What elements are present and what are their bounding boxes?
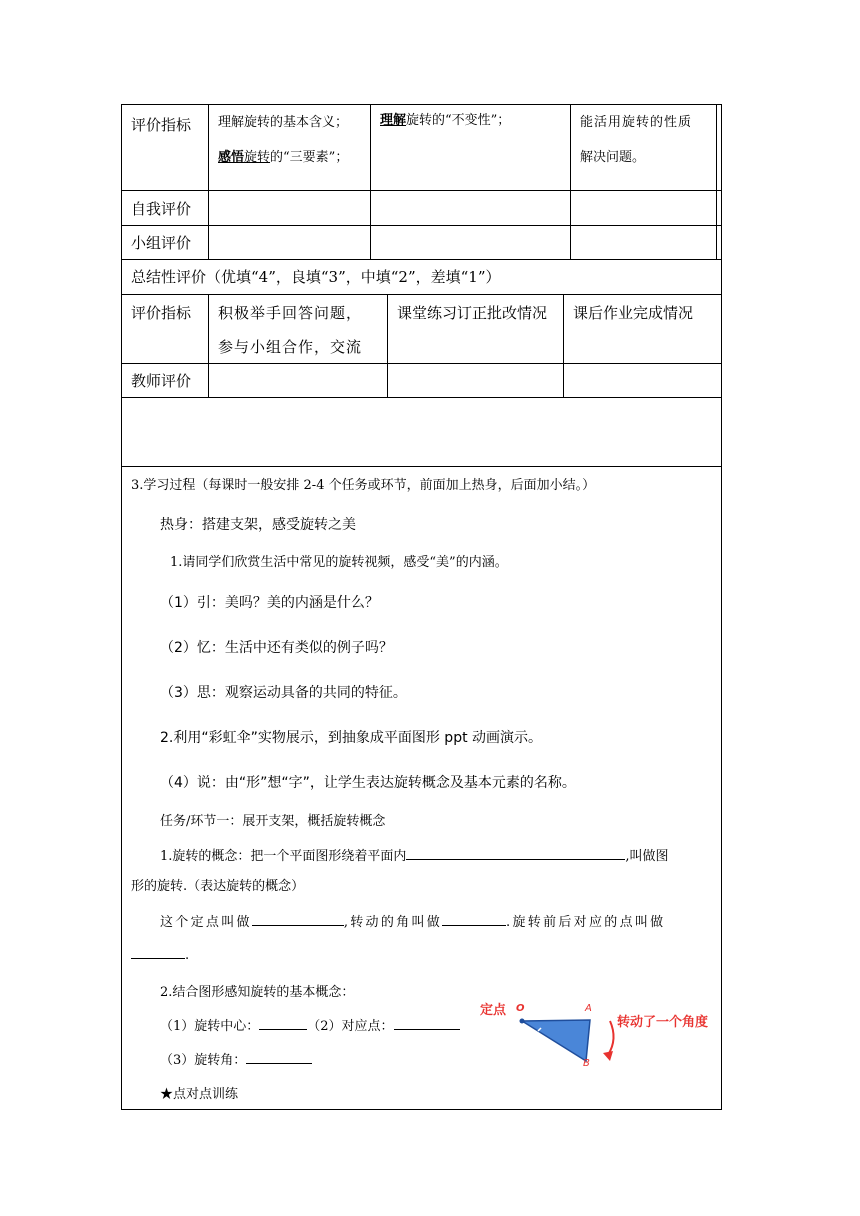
fixed-text-c: .旋转前后对应的点叫做 (506, 915, 666, 930)
col-divider (208, 104, 209, 259)
table-border-left (121, 104, 122, 1110)
concept-line2: 形的旋转.（表达旋转的概念） (131, 879, 305, 894)
row-divider (121, 466, 722, 467)
row-divider (121, 294, 722, 295)
angle-name-blank[interactable] (442, 911, 506, 926)
keyword-understand: 理解 (380, 113, 407, 128)
question-1: （1）引：美吗？美的内涵是什么？ (160, 595, 379, 611)
fixed-text-a: 这个定点叫做 (160, 915, 252, 930)
practice-title: ★点对点训练 (160, 1087, 239, 1102)
fixed-text-b: ,转动的角叫做 (343, 915, 443, 930)
criterion-understand-meaning: 理解旋转的基本含义； (218, 115, 349, 130)
rotation-center-label: （1）旋转中心： (160, 1019, 260, 1034)
basic-concepts-title: 2.结合图形感知旋转的基本概念： (160, 985, 355, 1000)
rotated-triangle (522, 1020, 590, 1061)
concept-text-b: ,叫做图 (625, 849, 669, 864)
col-divider (563, 294, 564, 397)
warmup-item2: 2.利用“彩虹伞”实物展示，到抽象成平面图形 ppt 动画演示。 (160, 730, 543, 746)
col-divider (208, 294, 209, 397)
concept-line1 (160, 840, 669, 874)
criterion-classwork: 课堂练习订正批改情况 (397, 304, 548, 322)
point-o-label: O (516, 1003, 525, 1014)
basic-line1 (160, 1010, 460, 1044)
warmup-title: 热身：搭建支架，感受旋转之美 (160, 517, 356, 533)
rotation-arrow (608, 1021, 614, 1055)
row-label-eval-index: 评价指标 (131, 116, 192, 134)
keyword-rotation: 旋转 (244, 150, 271, 165)
criterion-three-elements (218, 141, 348, 175)
warmup-item1: 1.请同学们欣赏生活中常见的旋转视频，感受“美”的内涵。 (170, 555, 508, 570)
rotated-angle-label: 转动了一个角度 (617, 1015, 709, 1030)
summary-eval-note: 总结性评价（优填“4”，良填“3”，中填“2”，差填“1”） (131, 268, 501, 286)
rotation-center-dot (520, 1019, 525, 1024)
corresponding-point-label: （2）对应点： (307, 1019, 394, 1034)
task1-title: 任务/环节一：展开支架，概括旋转概念 (160, 814, 386, 829)
question-2: （2）忆：生活中还有类似的例子吗？ (160, 640, 393, 656)
rotation-angle-blank[interactable] (246, 1049, 312, 1064)
col-divider (570, 104, 571, 259)
fixed-point-line2 (131, 939, 189, 973)
fixed-point-label: 定点 (480, 1003, 507, 1018)
rotation-center-blank[interactable] (259, 1015, 307, 1030)
basic-line2 (160, 1044, 312, 1078)
keyword-perceive: 感悟 (218, 150, 245, 165)
criterion-invariance-text: 旋转的“不变性”； (406, 113, 511, 128)
row-label-group-eval: 小组评价 (131, 234, 192, 252)
fixed-point-line (160, 906, 665, 940)
rotation-angle-label: （3）旋转角： (160, 1053, 247, 1068)
rotation-figure-svg (476, 995, 721, 1075)
col-divider (387, 294, 388, 397)
row-label-teacher-eval: 教师评价 (131, 372, 192, 390)
col-divider (370, 104, 371, 259)
center-name-blank[interactable] (252, 911, 344, 926)
process-heading: 3.学习过程（每课时一般安排 2-4 个任务或环节，前面加上热身，后面加小结。） (131, 478, 596, 493)
rotation-arrow-head (603, 1051, 613, 1061)
table-border-right (721, 104, 722, 1110)
row-divider (121, 225, 722, 226)
fixed-text-end: . (185, 948, 190, 963)
table-extra-right-line (716, 104, 717, 259)
criterion-three-elements-text: 的“三要素”； (270, 150, 349, 165)
point-a-label: A (585, 1003, 592, 1014)
row-divider (121, 190, 722, 191)
question-4: （4）说：由“形”想“字”，让学生表达旋转概念及基本元素的名称。 (160, 775, 576, 791)
corresponding-point-answer-blank[interactable] (394, 1015, 460, 1030)
concept-blank[interactable] (406, 845, 625, 860)
criterion-participation-line1: 积极举手回答问题， (218, 304, 363, 322)
row-label-eval-index-2: 评价指标 (131, 304, 192, 322)
row-divider (121, 397, 722, 398)
concept-text-a: 1.旋转的概念：把一个平面图形绕着平面内 (160, 849, 407, 864)
criterion-participation-line2: 参与小组合作，交流 (218, 338, 363, 356)
point-b-label: B (583, 1058, 590, 1069)
question-3: （3）思：观察运动具备的共同的特征。 (160, 685, 407, 701)
rotation-figure (476, 995, 721, 1075)
criterion-invariance (380, 104, 510, 138)
criterion-apply-line2: 解决问题。 (580, 150, 646, 165)
criterion-apply-line1: 能活用旋转的性质 (580, 115, 693, 130)
criterion-homework: 课后作业完成情况 (573, 304, 694, 322)
row-divider (121, 363, 722, 364)
row-label-self-eval: 自我评价 (131, 200, 192, 218)
corresponding-point-blank[interactable] (131, 944, 185, 959)
